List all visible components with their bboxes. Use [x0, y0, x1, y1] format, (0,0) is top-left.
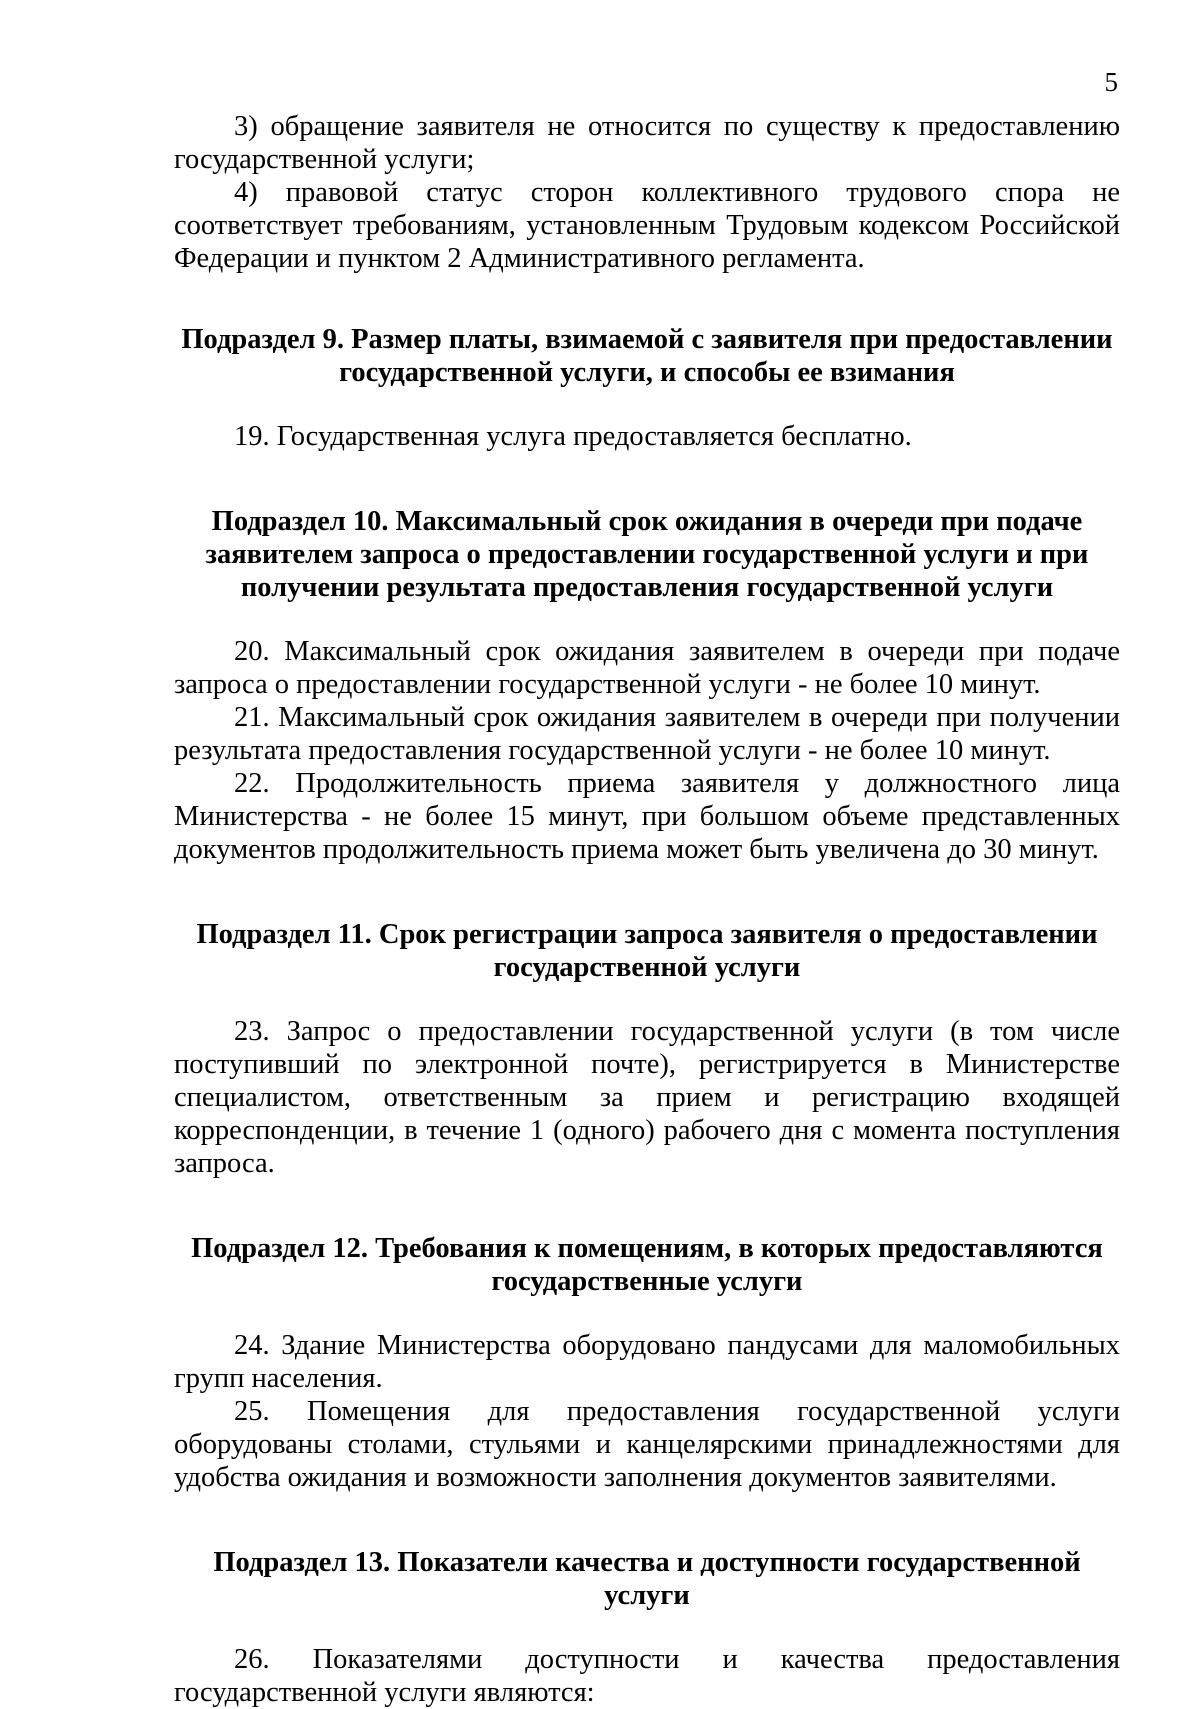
document-body — [174, 110, 1120, 1709]
section-heading-10: Подраздел 10. Максимальный срок ожидания в очереди при подаче заявителем запроса о предоставлении государственной услуги и при получении результата предоставления государственной услуги — [205, 506, 1089, 603]
section-heading-12: Подраздел 12. Требования к помещениям, в которых предоставляются государственные услуги — [191, 1233, 1103, 1297]
paragraph-21: 21. Максимальный срок ожидания заявителем в очереди при получении результата предоставления государственной услуги - не более 10 минут. — [174, 702, 1120, 766]
section-heading-13: Подраздел 13. Показатели качества и доступности государственной услуги — [213, 1547, 1081, 1611]
paragraph-19: 19. Государственная услуга предоставляется бесплатно. — [234, 421, 912, 452]
paragraph-22: 22. Продолжительность приема заявителя у должностного лица Министерства - не более 15 минут, при большом объеме представленных документов продолжительность приема может быть увеличена до 30 минут. — [174, 768, 1120, 865]
paragraph-24: 24. Здание Министерства оборудовано пандусами для маломобильных групп населения. — [174, 1330, 1120, 1394]
section-heading-9: Подраздел 9. Размер платы, взимаемой с заявителя при предоставлении государственной услуги, и способы ее взимания — [181, 324, 1113, 388]
paragraph-23: 23. Запрос о предоставлении государственной услуги (в том числе поступивший по электронной почте), регистрируется в Министерстве специалистом, ответственным за прием и регистрацию входящей корреспонденции, в течение 1 (одного) рабочего дня с момента поступления запроса. — [174, 1016, 1120, 1179]
paragraph-20: 20. Максимальный срок ожидания заявителем в очереди при подаче запроса о предоставлении государственной услуги - не более 10 минут. — [174, 636, 1120, 700]
paragraph-item-3: 3) обращение заявителя не относится по существу к предоставлению государственной услуги; — [174, 111, 1120, 175]
section-heading-11: Подраздел 11. Срок регистрации запроса заявителя о предоставлении государственной услуги — [196, 919, 1098, 983]
paragraph-item-4: 4) правовой статус сторон коллективного трудового спора не соответствует требованиям, установленным Трудовым кодексом Российской Федерации и пунктом 2 Административного регламента. — [174, 177, 1120, 274]
page-number: 5 — [1104, 67, 1118, 97]
paragraph-26: 26. Показателями доступности и качества предоставления государственной услуги являются: — [174, 1644, 1120, 1708]
paragraph-25: 25. Помещения для предоставления государственной услуги оборудованы столами, стульями и канцелярскими принадлежностями для удобства ожидания и возможности заполнения документов заявителями. — [174, 1396, 1120, 1493]
